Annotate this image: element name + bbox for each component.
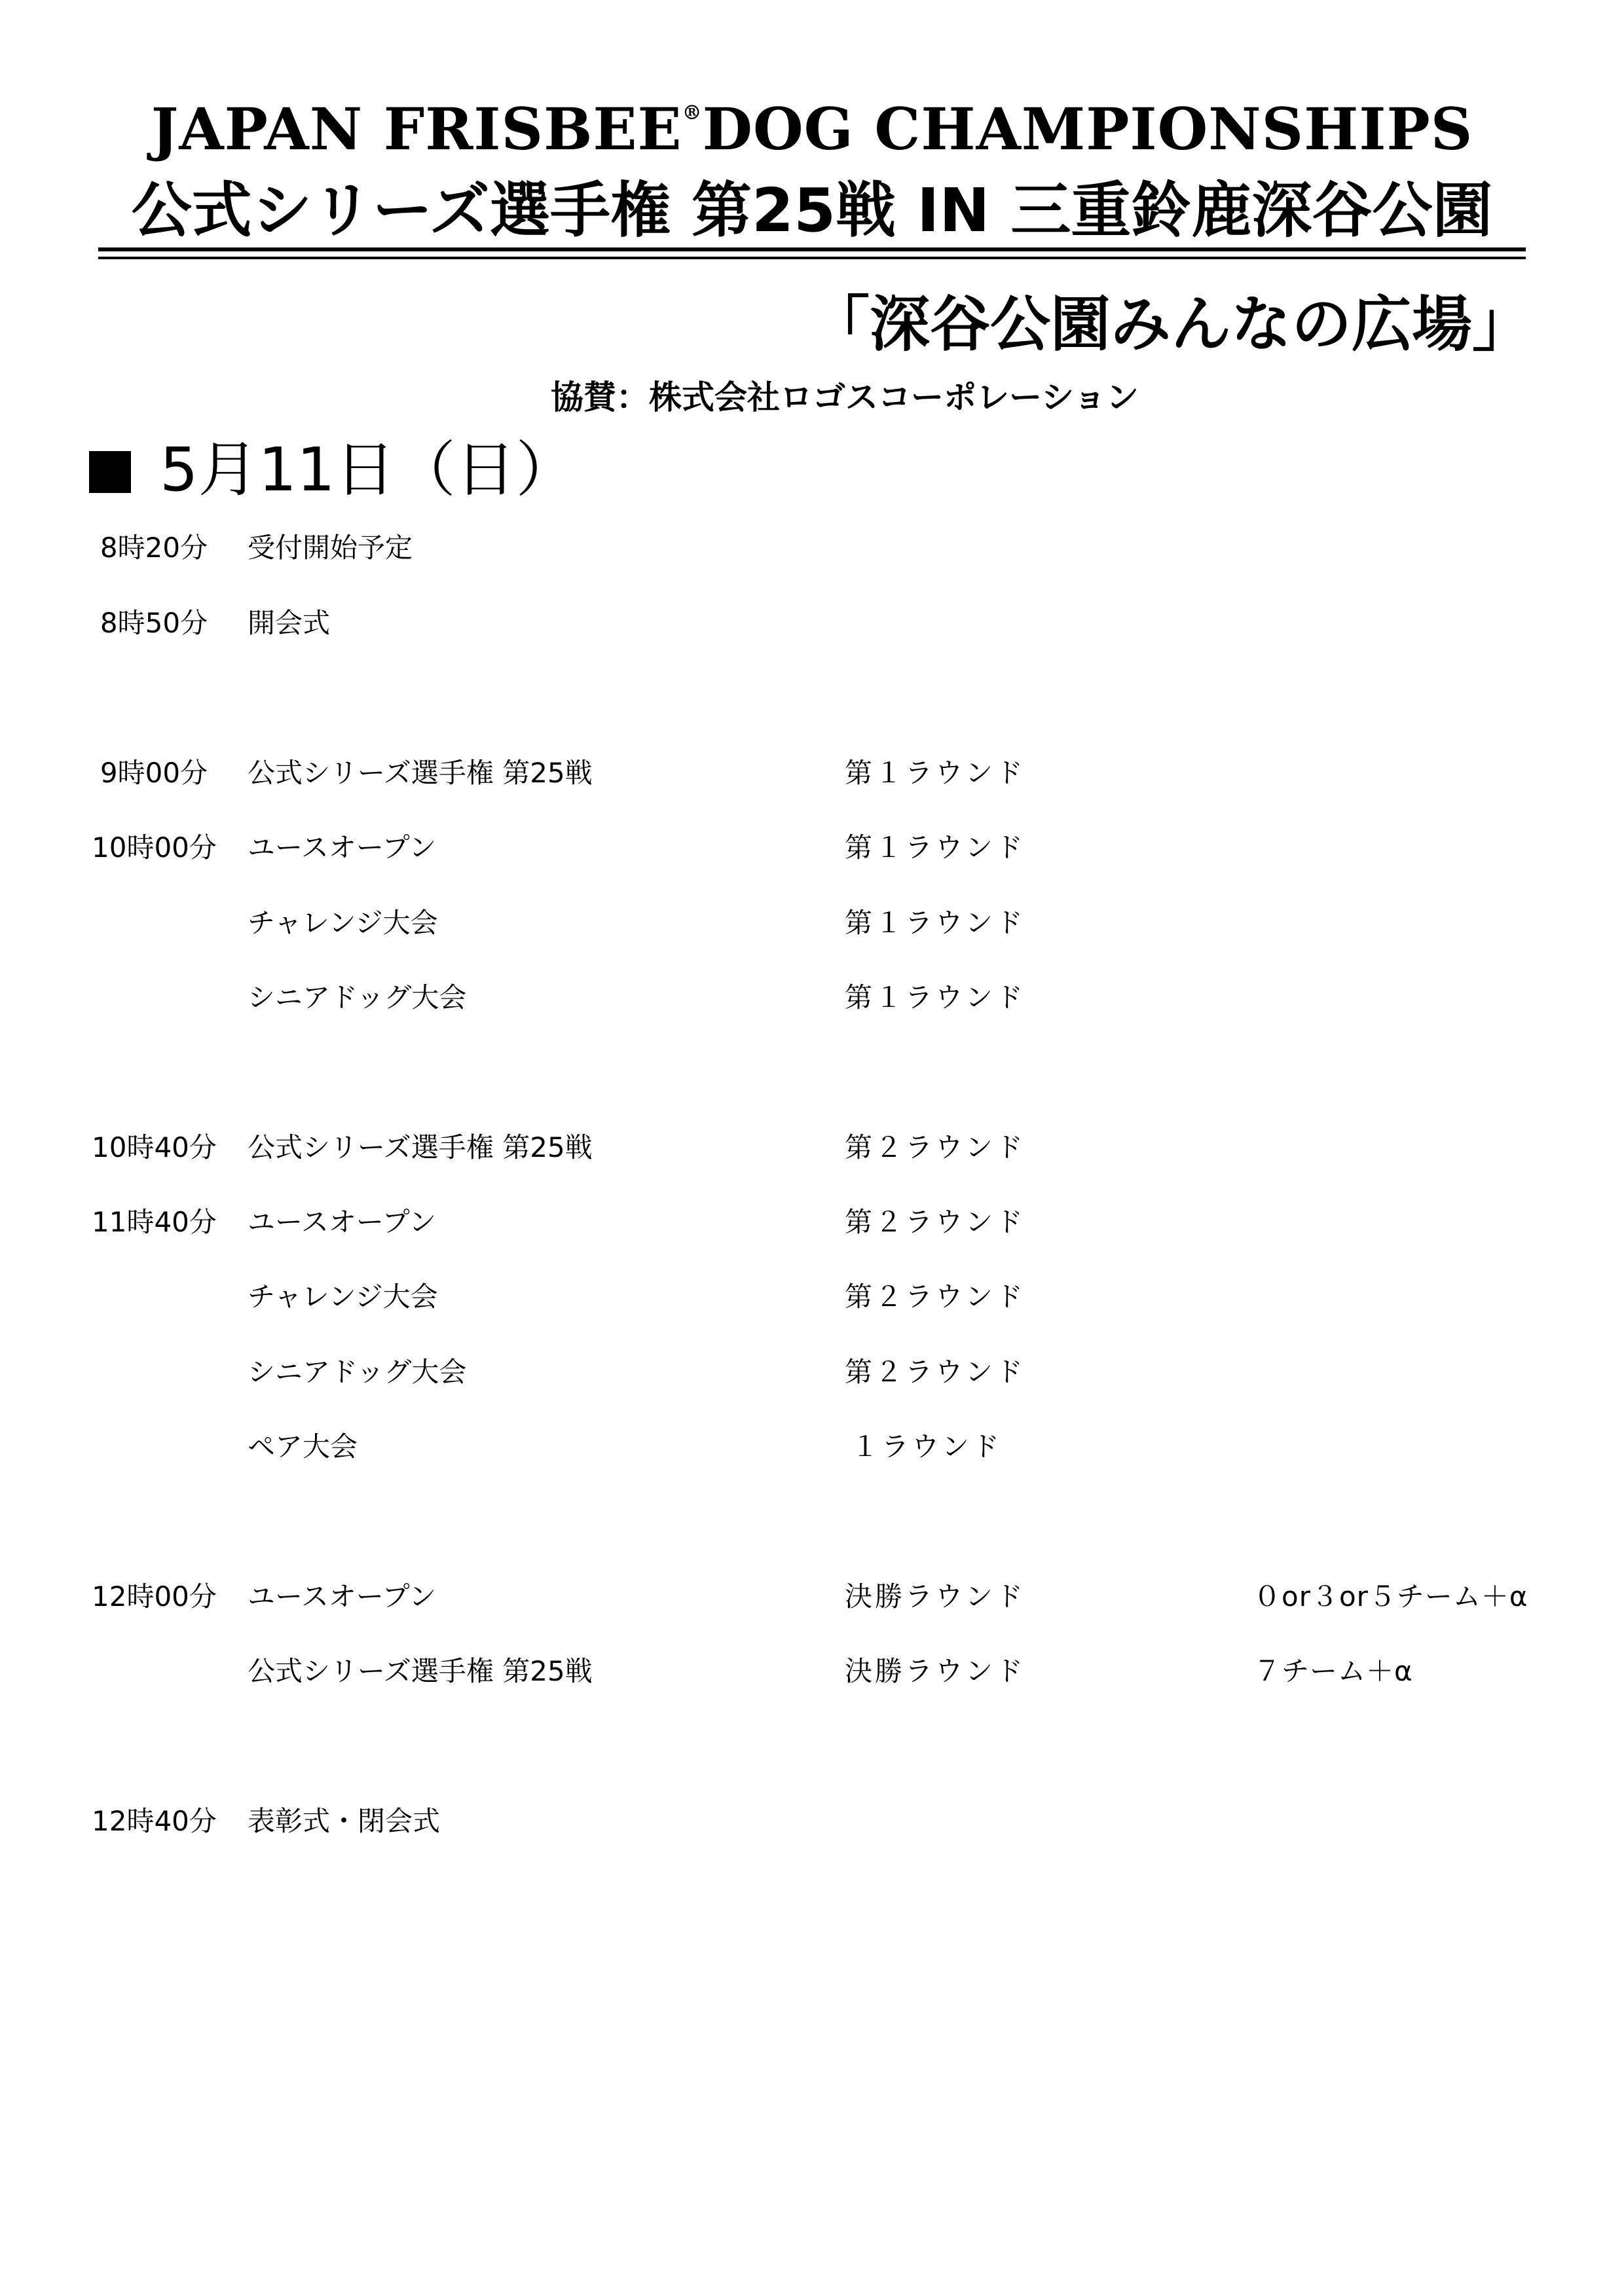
schedule-note: ７チーム＋α	[1253, 1655, 1413, 1687]
schedule-event: ペア大会	[248, 1430, 358, 1463]
sponsor-line: 協賛：株式会社ロゴスコーポレーション	[551, 378, 1139, 416]
schedule-event: チャレンジ大会	[248, 907, 438, 939]
square-bullet-icon	[89, 451, 131, 493]
schedule-event: チャレンジ大会	[248, 1281, 438, 1313]
schedule-round: 第１ラウンド	[845, 831, 1026, 864]
schedule-event: 公式シリーズ選手権 第25戦	[248, 1131, 593, 1163]
schedule-round: 第２ラウンド	[845, 1281, 1026, 1313]
date-text: 5月11日（日）	[160, 435, 576, 505]
schedule-round: 第２ラウンド	[845, 1206, 1026, 1238]
registered-mark: ®	[682, 101, 703, 124]
schedule-round: 第１ラウンド	[845, 757, 1026, 789]
schedule-row	[0, 525, 1624, 571]
schedule-event: 開会式	[248, 607, 331, 639]
schedule-event: シニアドッグ大会	[248, 1356, 467, 1388]
title-double-rule-top	[98, 247, 1526, 251]
schedule-row	[0, 1649, 1624, 1694]
schedule-event: シニアドッグ大会	[248, 981, 467, 1013]
schedule-row	[0, 750, 1624, 796]
schedule-time: 10時40分	[92, 1131, 217, 1163]
schedule-time: 11時40分	[92, 1206, 217, 1238]
venue-name: 「深谷公園みんなの広場」	[809, 289, 1532, 359]
schedule-round: 第２ラウンド	[845, 1131, 1026, 1163]
schedule-event: ユースオープン	[248, 1206, 437, 1238]
schedule-time: 9時00分	[100, 757, 208, 789]
event-title: 公式シリーズ選手権 第25戦 IN 三重鈴鹿深谷公園	[131, 175, 1493, 246]
schedule-row	[0, 900, 1624, 946]
schedule-event: ユースオープン	[248, 831, 437, 864]
schedule-event: 受付開始予定	[248, 532, 413, 564]
schedule-round: 決勝ラウンド	[845, 1655, 1026, 1687]
schedule-row	[0, 1349, 1624, 1395]
schedule-row	[0, 600, 1624, 646]
schedule-event: 表彰式・閉会式	[248, 1805, 441, 1837]
schedule-event: ユースオープン	[248, 1580, 437, 1613]
championship-brand	[0, 77, 1624, 165]
schedule-time: 8時50分	[100, 607, 208, 639]
schedule-round: 第１ラウンド	[845, 907, 1026, 939]
schedule-row	[0, 825, 1624, 871]
schedule-row	[0, 1274, 1624, 1320]
schedule-row	[0, 1199, 1624, 1245]
schedule-time: 12時40分	[92, 1805, 217, 1837]
schedule-event: 公式シリーズ選手権 第25戦	[248, 757, 593, 789]
schedule-round: 第２ラウンド	[845, 1356, 1026, 1388]
schedule-row	[0, 1574, 1624, 1620]
schedule-time: 12時00分	[92, 1580, 217, 1613]
schedule-round: 決勝ラウンド	[845, 1580, 1026, 1613]
schedule-row	[0, 975, 1624, 1021]
schedule-time: 10時00分	[92, 831, 217, 864]
schedule-time: 8時20分	[100, 532, 208, 564]
title-double-rule-bottom	[98, 257, 1526, 259]
schedule-row	[0, 1798, 1624, 1844]
schedule-round: １ラウンド	[851, 1430, 1003, 1463]
schedule-event: 公式シリーズ選手権 第25戦	[248, 1655, 593, 1687]
schedule-row	[0, 1125, 1624, 1171]
brand-text: JAPAN FRISBEE	[151, 95, 682, 163]
schedule-row	[0, 1424, 1624, 1470]
schedule-round: 第１ラウンド	[845, 981, 1026, 1013]
schedule-note: ０or３or５チーム＋α	[1253, 1580, 1528, 1613]
date-heading	[89, 431, 576, 509]
brand-text-2: DOG CHAMPIONSHIPS	[702, 95, 1473, 163]
